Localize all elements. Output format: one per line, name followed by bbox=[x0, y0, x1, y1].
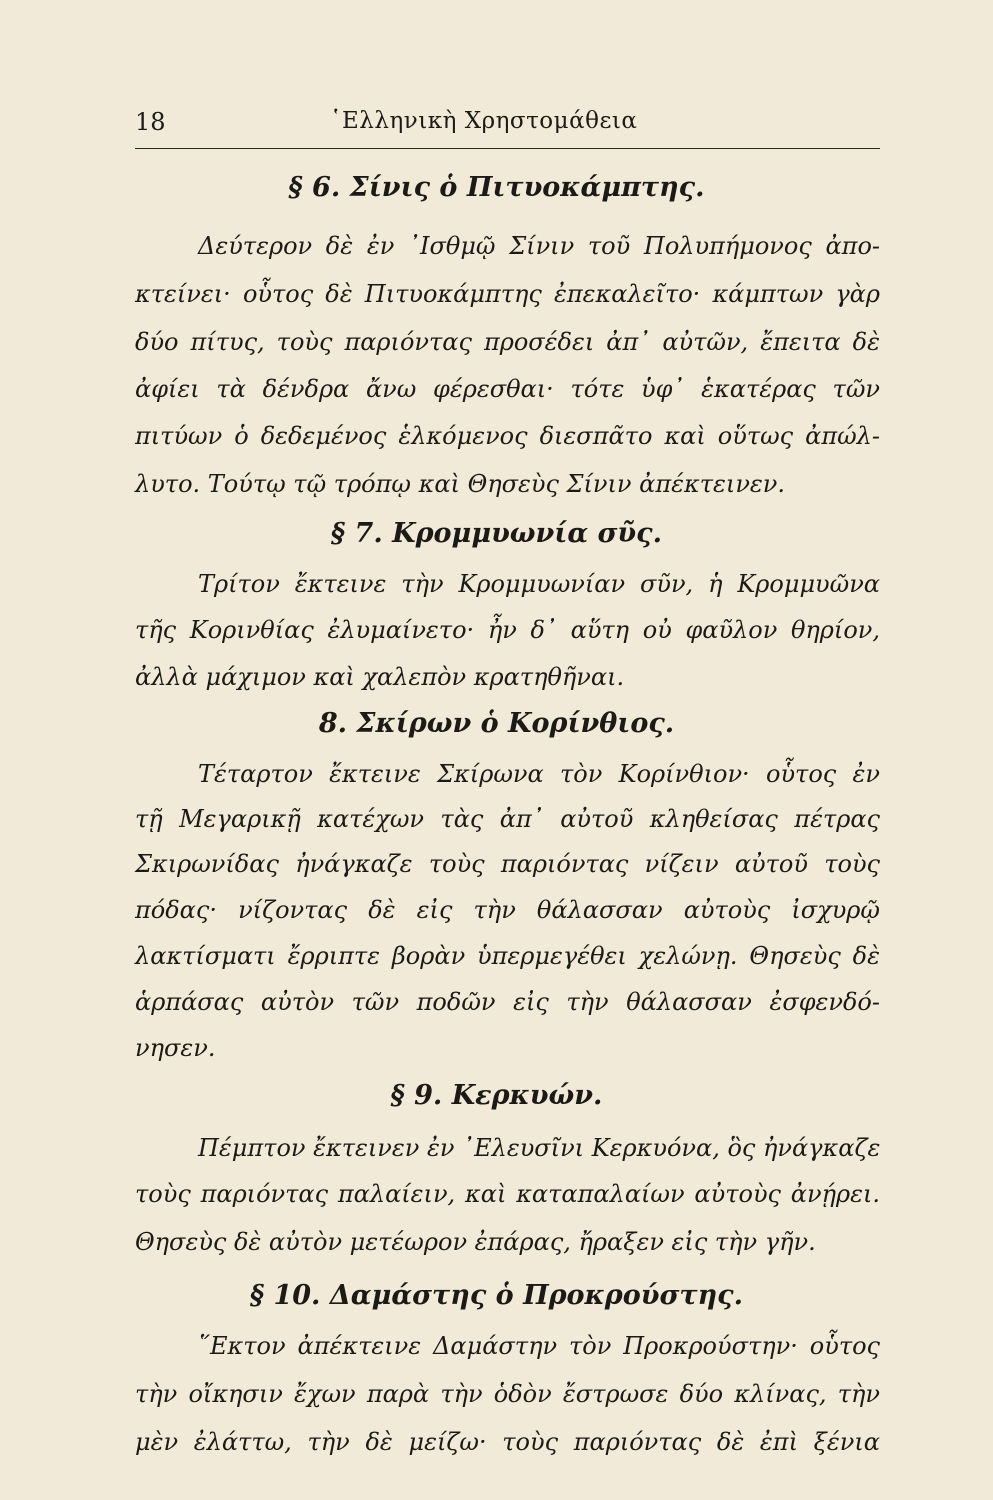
section-9-line: Θησεὺς δὲ αὐτὸν μετέωρον ἐπάρας, ἤραξεν εἰς τὴν γῆν. bbox=[135, 1228, 816, 1256]
section-6-line: ἀφίει τὰ δένδρα ἄνω φέρεσθαι· τότε ὑφ᾿ ἑκατέρας τῶν bbox=[135, 375, 880, 403]
section-6-line: λυτο. Τούτῳ τῷ τρόπῳ καὶ Θησεὺς Σίνιν ἀπέκτεινεν. bbox=[135, 470, 786, 498]
section-8-line: νησεν. bbox=[135, 1034, 216, 1062]
section-6-line: κτείνει· οὗτος δὲ Πιτυοκάμπτης ἐπεκαλεῖτο· κάμπτων γὰρ bbox=[135, 280, 880, 308]
section-8-line: πόδας· νίζοντας δὲ εἰς τὴν θάλασσαν αὐτοὺς ἰσχυρῷ bbox=[135, 896, 880, 924]
section-8-line: Τέταρτον ἔκτεινε Σκίρωνα τὸν Κορίνθιον· οὗτος ἐν bbox=[198, 760, 880, 788]
section-7-line: Τρίτον ἔκτεινε τὴν Κρομμυωνίαν σῦν, ἡ Κρομμυῶνα bbox=[198, 570, 880, 598]
section-heading-10: § 10. Δαμάστης ὁ Προκρούστης. bbox=[249, 1280, 744, 1311]
section-7-line: ἀλλὰ μάχιμον καὶ χαλεπὸν κρατηθῆναι. bbox=[135, 663, 625, 691]
section-8-line: λακτίσματι ἔρριπτε βορὰν ὑπερμεγέθει χελώνῃ. Θησεὺς δὲ bbox=[135, 942, 880, 970]
section-10-line: μὲν ἐλάττω, τὴν δὲ μείζω· τοὺς παριόντας δὲ ἐπὶ ξένια bbox=[135, 1428, 880, 1456]
section-8-line: τῇ Μεγαρικῇ κατέχων τὰς ἀπ᾿ αὐτοῦ κληθείσας πέτρας bbox=[135, 805, 880, 833]
section-6-line: δύο πίτυς, τοὺς παριόντας προσέδει ἀπ᾿ αὐτῶν, ἔπειτα δὲ bbox=[135, 328, 880, 356]
section-6-line: πιτύων ὁ δεδεμένος ἑλκόμενος διεσπᾶτο καὶ οὕτως ἀπώλ- bbox=[135, 422, 880, 450]
section-9-line: Πέμπτον ἔκτεινεν ἐν ᾿Ελευσῖνι Κερκυόνα, ὃς ἠνάγκαζε bbox=[198, 1134, 881, 1162]
section-heading-8: 8. Σκίρων ὁ Κορίνθιος. bbox=[318, 708, 675, 739]
section-heading-7: § 7. Κρομμυωνία σῦς. bbox=[331, 518, 662, 549]
section-9-line: τοὺς παριόντας παλαίειν, καὶ καταπαλαίων αὐτοὺς ἀνῄρει. bbox=[135, 1180, 880, 1208]
section-10-line: ῞Εκτον ἀπέκτεινε Δαμάστην τὸν Προκρούστην· οὗτος bbox=[198, 1332, 880, 1360]
page-number: 18 bbox=[135, 108, 166, 136]
section-8-line: Σκιρωνίδας ἠνάγκαζε τοὺς παριόντας νίζειν αὐτοῦ τοὺς bbox=[135, 850, 880, 878]
section-heading-9: § 9. Κερκυών. bbox=[390, 1080, 603, 1111]
running-head bbox=[135, 108, 880, 148]
book-title: ῾Ελληνικὴ Χρηστομάθεια bbox=[330, 108, 638, 134]
section-8-line: ἁρπάσας αὐτὸν τῶν ποδῶν εἰς τὴν θάλασσαν ἐσφενδό- bbox=[135, 988, 880, 1016]
header-rule bbox=[135, 148, 880, 149]
section-7-line: τῆς Κορινθίας ἐλυμαίνετο· ἦν δ᾿ αὕτη οὐ φαῦλον θηρίον, bbox=[135, 616, 880, 644]
section-6-line: Δεύτερον δὲ ἐν ᾿Ισθμῷ Σίνιν τοῦ Πολυπήμονος ἀπο- bbox=[198, 232, 880, 260]
section-10-line: τὴν οἴκησιν ἔχων παρὰ τὴν ὁδὸν ἔστρωσε δύο κλίνας, τὴν bbox=[135, 1380, 880, 1408]
section-heading-6: § 6. Σίνις ὁ Πιτυοκάμπτης. bbox=[288, 172, 705, 203]
